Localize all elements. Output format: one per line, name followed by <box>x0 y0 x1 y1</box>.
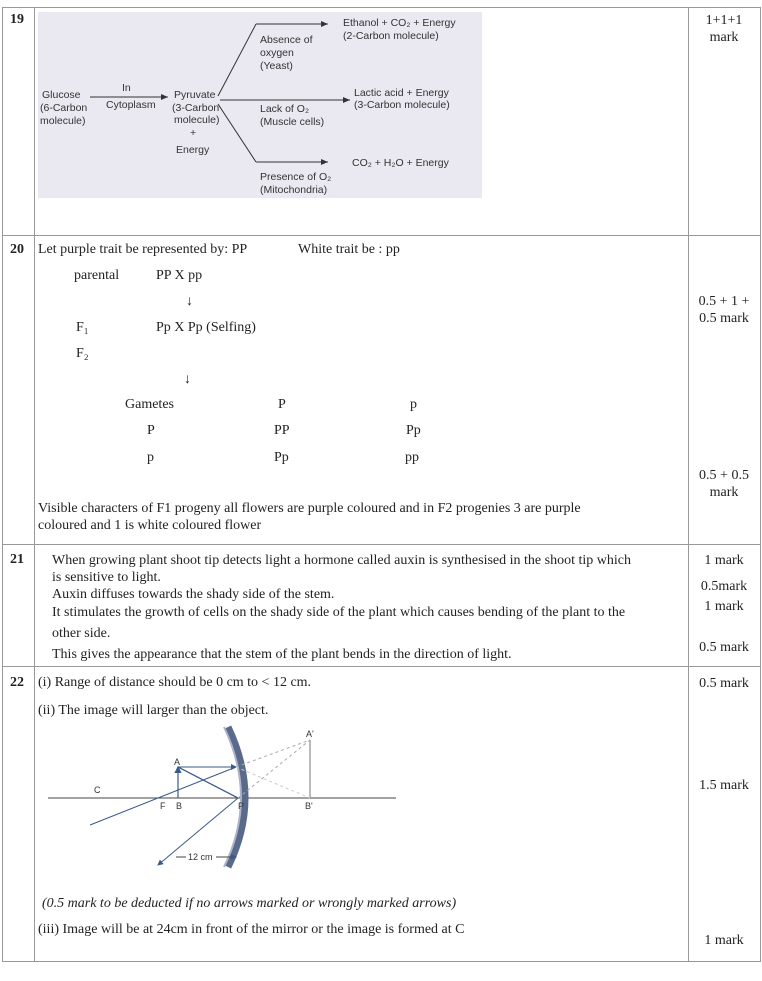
diagram-aerobic: CO₂ + H₂O + Energy <box>352 157 449 169</box>
question-number-21: 21 <box>10 552 24 567</box>
respiration-pathway-diagram <box>38 12 482 198</box>
marks-20-b-line1: 0.5 + 0.5 <box>699 468 749 483</box>
punnett-row1-PP: PP <box>274 423 290 438</box>
diagram-glucose-sub2: molecule) <box>40 115 86 127</box>
table-bottom-border <box>2 961 761 962</box>
marks-20-a <box>688 293 760 327</box>
punnett-row1-Pp: Pp <box>406 423 421 438</box>
diagram-cytoplasm: Cytoplasm <box>106 99 156 111</box>
diagram-energy: Energy <box>176 144 210 156</box>
q20-conclusion-line2: coloured and 1 is white coloured flower <box>38 518 262 533</box>
marks-21-c: 1 mark <box>704 599 744 614</box>
punnett-row1-gamete: P <box>147 423 155 438</box>
diagram-ethanol-sub: (2-Carbon molecule) <box>343 30 439 42</box>
label-c: C <box>94 785 101 795</box>
column-divider-question <box>34 7 35 962</box>
diagram-pyruvate-sub1: (3-Carbon <box>172 102 220 114</box>
marks-21-d: 0.5 mark <box>699 640 749 655</box>
table-top-border <box>2 7 761 8</box>
label-a: A <box>174 757 181 767</box>
label-b: B <box>176 801 183 811</box>
question-number-22: 22 <box>10 675 24 690</box>
q21-line5: other side. <box>52 626 111 641</box>
punnett-row2-gamete: p <box>147 450 154 465</box>
q22-part1: (i) Range of distance should be 0 cm to < 12 cm. <box>38 675 312 690</box>
q22-part2: (ii) The image will larger than the object. <box>38 703 269 718</box>
marks-22-c: 1 mark <box>704 933 744 948</box>
punnett-row2-Pp: Pp <box>274 450 289 465</box>
q20-intro-purple: Let purple trait be represented by: PP <box>38 242 248 257</box>
q21-line2: is sensitive to light. <box>52 570 161 585</box>
diagram-presence2: (Mitochondria) <box>260 184 328 196</box>
diagram-glucose: Glucose <box>42 89 81 101</box>
ray-incident-lower <box>178 767 238 798</box>
q21-line1: When growing plant shoot tip detects light a hormone called auxin is synthesised in the shoot tip which <box>52 553 631 568</box>
marks-21-b: 0.5mark <box>700 579 748 594</box>
diagram-lack1: Lack of O₂ <box>260 103 310 115</box>
marks-21-a: 1 mark <box>704 553 744 568</box>
q20-intro-white: White trait be : pp <box>298 242 400 257</box>
marks-20-a-line1: 0.5 + 1 + <box>698 294 750 309</box>
q21-line3: Auxin diffuses towards the shady side of the stem. <box>52 587 335 602</box>
ray-extension-1 <box>236 740 310 767</box>
diagram-absence2: oxygen <box>260 47 294 59</box>
q20-parental-cross: PP X pp <box>156 268 203 283</box>
diagram-lactic: Lactic acid + Energy <box>354 87 449 99</box>
q21-line4: It stimulates the growth of cells on the shady side of the plant which causes bending of the plant to the <box>52 605 626 620</box>
diagram-pyruvate-sub2: molecule) <box>174 114 220 126</box>
q21-line6: This gives the appearance that the stem of the plant bends in the direction of light. <box>52 647 512 662</box>
q20-arrow-1: ↓ <box>186 294 193 309</box>
marks-20-b <box>688 467 760 501</box>
table-left-border <box>2 7 3 962</box>
punnett-header-gametes: Gametes <box>125 397 174 412</box>
marks-20-a-line2: 0.5 mark <box>699 311 749 326</box>
marks-20-b-line2: mark <box>709 485 739 500</box>
marks-19-text: 1+1+1 mark <box>705 13 743 45</box>
table-right-border <box>760 7 761 962</box>
diagram-pyruvate: Pyruvate <box>174 89 216 101</box>
q20-conclusion-line1: Visible characters of F1 progeny all flowers are purple coloured and in F2 progenies 3 are purple <box>38 501 581 516</box>
q22-part3: (iii) Image will be at 24cm in front of the mirror or the image is formed at C <box>38 922 465 937</box>
label-f: F <box>160 801 166 811</box>
label-a-prime: A' <box>306 729 314 739</box>
punnett-header-p: p <box>410 397 417 412</box>
q20-arrow-2: ↓ <box>184 372 191 387</box>
marks-22-a: 0.5 mark <box>699 676 749 691</box>
punnett-row2-pp: pp <box>405 450 419 465</box>
row-divider-19-20 <box>2 235 761 236</box>
diagram-lack2: (Muscle cells) <box>260 116 325 128</box>
diagram-lactic-sub: (3-Carbon molecule) <box>354 99 450 111</box>
concave-mirror-ray-diagram <box>40 725 400 885</box>
diagram-absence1: Absence of <box>260 34 313 46</box>
diagram-plus: + <box>190 127 197 139</box>
diagram-ethanol: Ethanol + CO₂ + Energy <box>343 17 456 29</box>
q20-parental-label: parental <box>74 268 120 283</box>
marks-19 <box>688 12 760 46</box>
row-divider-21-22 <box>2 666 761 667</box>
row-divider-20-21 <box>2 544 761 545</box>
q20-f1-label: F₁ <box>76 320 89 335</box>
label-b-prime: B' <box>305 801 313 811</box>
label-12cm: 12 cm <box>188 852 213 862</box>
ray-reflected-through-f <box>90 767 236 825</box>
q20-f1-cross: Pp X Pp (Selfing) <box>156 320 256 335</box>
diagram-absence3: (Yeast) <box>260 60 293 72</box>
question-number-19: 19 <box>10 12 24 27</box>
diagram-glucose-sub1: (6-Carbon <box>40 102 88 114</box>
marks-22-b: 1.5 mark <box>699 778 749 793</box>
label-p: P <box>238 801 245 811</box>
q22-note: (0.5 mark to be deducted if no arrows marked or wrongly marked arrows) <box>42 896 457 911</box>
q20-f2-label: F₂ <box>76 346 89 361</box>
diagram-presence1: Presence of O₂ <box>260 171 332 183</box>
question-number-20: 20 <box>10 242 24 257</box>
punnett-header-P: P <box>278 397 286 412</box>
ray-extension-2 <box>238 740 310 798</box>
diagram-in: In <box>122 82 131 94</box>
